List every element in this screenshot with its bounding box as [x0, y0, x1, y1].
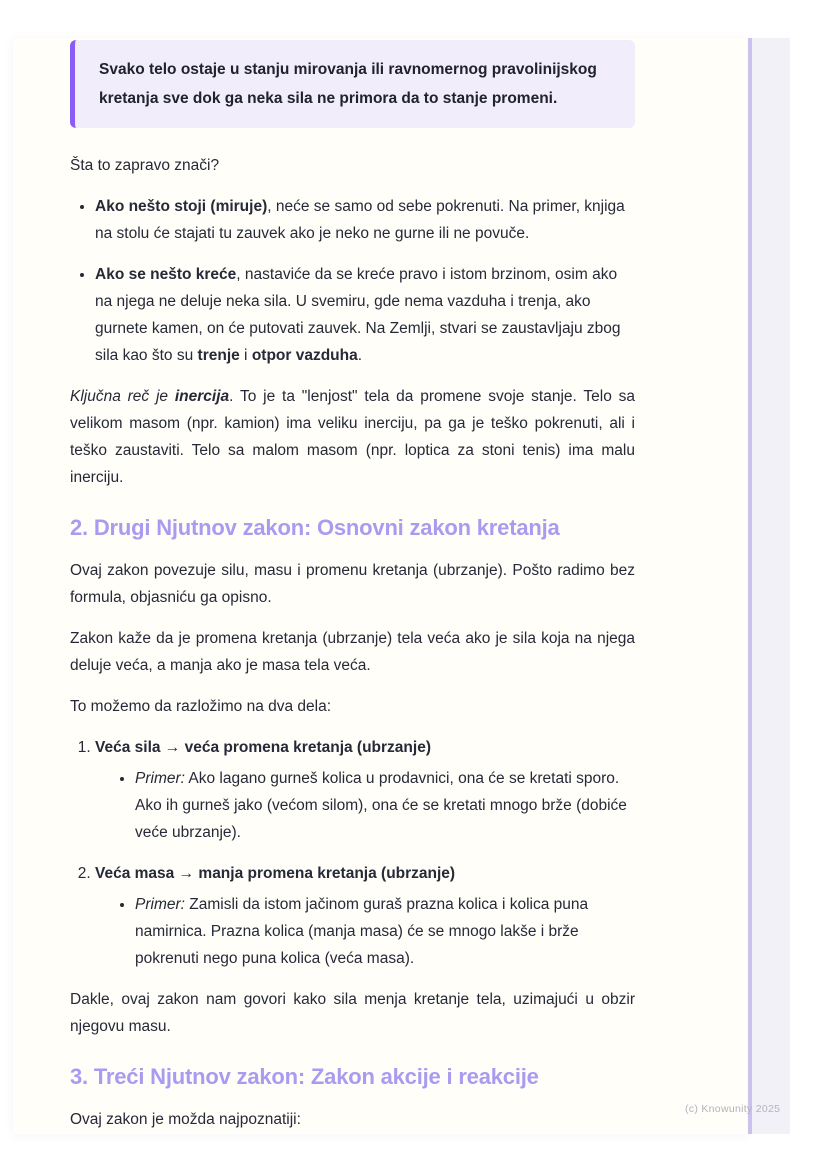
section2-conclusion: Dakle, ovaj zakon nam govori kako sila menja kretanje tela, uzimajući u obzir njegovu masu. — [70, 991, 635, 1035]
inertia-italic-lead: Ključna reč je — [70, 388, 175, 405]
section-2-heading: 2. Drugi Njutnov zakon: Osnovni zakon kretanja — [70, 515, 560, 540]
list-item-moving — [95, 261, 635, 369]
document-page — [13, 38, 747, 1134]
example-text: Ako lagano gurneš kolica u prodavnici, ona će se kretati sporo. Ako ih gurneš jako (većom silom), ona će se kretati mnogo brže (dobiće veće ubrzanje). — [135, 770, 627, 841]
section2-paragraph-1: Ovaj zakon povezuje silu, masu i promenu kretanja (ubrzanje). Pošto radimo bez formula, objasniću ga opisno. — [70, 562, 635, 606]
example-label: Primer: — [135, 896, 185, 913]
example-item — [135, 765, 635, 846]
example-sublist — [95, 765, 635, 846]
law-callout-text: Svako telo ostaje u stanju mirovanja ili ravnomernog pravolinijskog kretanja sve dok ga neka sila ne primora da to stanje promeni. — [99, 61, 597, 107]
example-sublist — [95, 891, 635, 972]
copyright-watermark: (c) Knowunity 2025 — [685, 1103, 781, 1115]
bullet-text: , neće se samo od sebe pokrenuti. Na primer, knjiga na stolu će stajati tu zauvek ako je neko ne gurne ili ne povuče. — [95, 198, 625, 242]
bullet-bold-lead: Ako nešto stoji (miruje) — [95, 198, 268, 215]
section3-paragraph-1: Ovaj zakon je možda najpoznatiji: — [70, 1111, 301, 1128]
bullet-text: . — [357, 347, 363, 364]
section-3-heading: 3. Treći Njutnov zakon: Zakon akcije i reakcije — [70, 1064, 539, 1089]
first-law-list — [70, 193, 635, 369]
inertia-keyword: inercija — [174, 388, 230, 405]
second-law-list — [70, 734, 635, 972]
second-law-item-mass — [95, 860, 635, 972]
bullet-bold-friction: trenje — [197, 347, 240, 364]
bullet-text: i — [239, 347, 252, 364]
intro-question: Šta to zapravo znači? — [70, 157, 220, 174]
list-item-title: Veća sila → veća promena kretanja (ubrzanje) — [95, 739, 431, 756]
inertia-paragraph — [70, 383, 635, 491]
inertia-text: . To je ta "lenjost" tela da promene svoje stanje. Telo sa velikom masom (npr. kamion) ima veliku inerciju, pa ga je teško pokrenuti, ali i teško zaustaviti. Telo sa malom masom (npr. loptica za stoni tenis) ima malu inerciju. — [70, 388, 635, 486]
bullet-text: , nastaviće da se kreće pravo i istom brzinom, osim ako na njega ne deluje neka sila. U svemiru, gde nema vazduha i trenja, ako gurnete kamen, on će putovati zauvek. Na Zemlji, stvari se zaustavljaju zbog sila kao što su — [95, 266, 621, 364]
list-item-title: Veća masa → manja promena kretanja (ubrzanje) — [95, 865, 456, 882]
bullet-bold-air-resistance: otpor vazduha — [251, 347, 358, 364]
section2-paragraph-3: To možemo da razložimo na dva dela: — [70, 698, 332, 715]
section2-paragraph-2: Zakon kaže da je promena kretanja (ubrzanje) tela veća ako je sila koja na njega deluje veća, a manja ako je masa tela veća. — [70, 630, 635, 674]
example-text: Zamisli da istom jačinom guraš prazna kolica i kolica puna namirnica. Prazna kolica (manja masa) će se mnogo lakše i brže pokrenuti nego puna kolica (veća masa). — [135, 896, 589, 967]
law-callout — [70, 40, 635, 128]
second-law-item-force — [95, 734, 635, 846]
example-item — [135, 891, 635, 972]
example-label: Primer: — [135, 770, 185, 787]
bullet-bold-lead: Ako se nešto kreće — [95, 266, 237, 283]
list-item-standing — [95, 193, 635, 247]
next-page-edge — [748, 38, 790, 1134]
